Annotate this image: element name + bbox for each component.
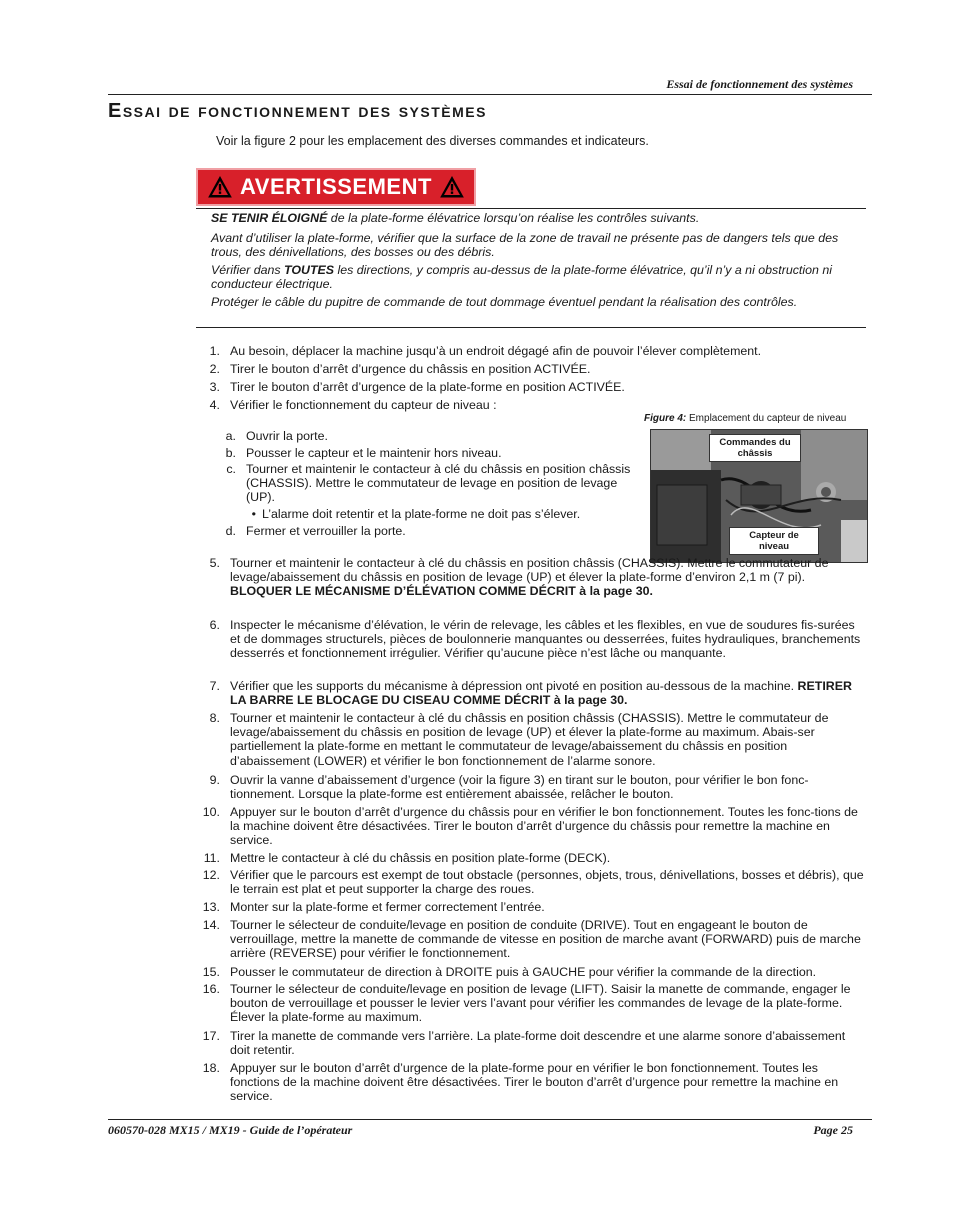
footer-doc-id: 060570-028 MX15 / MX19 - Guide de l’opérateur — [108, 1123, 353, 1137]
page-number: Page 25 — [813, 1123, 853, 1137]
callout-level-sensor: Capteur de niveau — [729, 527, 819, 555]
warning-label: AVERTISSEMENT — [240, 174, 432, 199]
warning-top-rule — [196, 208, 866, 209]
procedure-list: 1. Au besoin, déplacer la machine jusqu’à un endroit dégagé afin de pouvoir l’élever complètement. 2. Tirer le bouton d’arrêt d’urgence du châssis en position ACTIVÉE. 3. Tirer le bouton d’arrêt d’urgence de la plate-forme en position ACTIVÉE. 4. Vérifier le fonctionnement du capteur de niveau : a. Ouvrir la porte. b. Pousser le capteur et le maintenir hors niveau. c. Tourner et maintenir le contacteur à clé du châssis en position châssis (CHASSIS). Mettre le commutateur de levage en position de levage (UP). • L’alarme doit retentir et la plate-forme ne doit pas s’élever. d. Fermer et verrouiller la porte. 5. Tourner et maintenir le contacteur à clé du châssis en position châssis (CHASSIS). Mettre le commutateur de levage/abaissement du châssis en position de levage (UP) et élever la plate-forme d’environ 2,1 m (7 pi). BLOQUER LE MÉCANISME D’ÉLÉVATION COMME DÉCRIT à la page 30. 6. Inspecter le mécanisme d’élévation, le vérin de relevage, les câbles et les flexibles, en vue de soudures fis-surées et de dommages structurels, pièces de boulonnerie manquantes ou desserrées, fuites hydrauliques, branchements desserrés et fonctionnement irrégulier. Vérifier qu’aucune pièce n’est lâche ou manquante. 7. Vérifier que les supports du mécanisme à dépression ont pivoté en position au-dessous de la machine. RETIRER LA BARRE LE BLOCAGE DU CISEAU COMME DÉCRIT à la page 30. 8. Tourner et maintenir le contacteur à clé du châssis en position châssis (CHASSIS). Mettre le commutateur de levage/abaissement du châssis en position de levage (UP) et élever la plate-forme au maximum. Abais-ser partiellement la plate-forme en mettant le commutateur de levage/abaissement du châssis en position d’abaissement (LOWER) et vérifier le bon fonctionnement de l’alarme sonore. 9. Ouvrir la vanne d’abaissement d’urgence (voir la figure 3) en tirant sur le bouton, pour vérifier le bon fonc-tionnement. Lorsque la plate-forme est entièrement abaissée, relâcher le bouton. 10. Appuyer sur le bouton d’arrêt d’urgence du châssis pour en vérifier le bon fonctionnement. Toutes les fonc-tions de la machine doivent être désactivées. Tirer le bouton d’arrêt d’urgence du châssis pour remettre la machine en service. 11. Mettre le contacteur à clé du châssis en position plate-forme (DECK). 12. Vérifier que le parcours est exempt de tout obstacle (personnes, objets, trous, dénivellations, bosses et débris), que le terrain est plat et peut supporter la charge des roues. 13. Monter sur la plate-forme et fermer correctement l’entrée. 14. Tourner le sélecteur de conduite/levage en position de conduite (DRIVE). Tout en engageant le bouton de verrouillage, mettre la manette de commande de vitesse en position de marche avant (FORWARD) puis de marche arrière (REVERSE) pour vérifier le fonctionnement. 15. Pousser le commutateur de direction à DROITE puis à GAUCHE pour vérifier la commande de la direction. 16. Tourner le sélecteur de conduite/levage en position de levage (LIFT). Saisir la manette de commande, engager le bouton de verrouillage et pousser le levier vers l’avant pour vérifier les commandes de levage de la plate-forme. Élever la plate-forme au maximum. 17. Tirer la manette de commande vers l’arrière. La plate-forme doit descendre et une alarme sonore d’abaissement doit retentir. 18. Appuyer sur le bouton d’arrêt d’urgence de la plate-forme pour en vérifier le bon fonctionnement. Toutes les fonctions de la machine doivent être désactivées. Tirer le bouton d’arrêt d’urgence pour remettre la machine en service. — [196, 344, 868, 1114]
warning-triangle-icon — [208, 176, 232, 198]
warning-paragraph: Vérifier dans TOUTES les directions, y compris au-dessus de la plate-forme élévatrice, qu’il n’y a ni obstruction ni conducteur électrique. — [211, 263, 832, 291]
warning-body — [211, 211, 871, 313]
warning-paragraph: Avant d’utiliser la plate-forme, vérifier que la surface de la zone de travail ne présente pas de dangers tels que des trous, des dénivellations, des bosses ou des débris. — [211, 231, 839, 259]
section-intro: Voir la figure 2 pour les emplacement des diverses commandes et indicateurs. — [216, 134, 649, 148]
warning-banner — [196, 168, 476, 206]
list-item-text: Tourner et maintenir le contacteur à clé du châssis en position châssis (CHASSIS). Mettre le commutateur de levage/abaissement du châssis en position de levage (UP) et élever la plate-forme d’environ 2,1 m (7 pi). BLOQUER LE MÉCANISME D’ÉLÉVATION COMME DÉCRIT à la page 30. — [230, 556, 829, 599]
section-title: Essai de fonctionnement des systèmes — [108, 100, 487, 122]
callout-chassis-controls: Commandes du châssis — [709, 434, 801, 462]
list-item-text: Vérifier que les supports du mécanisme à dépression ont pivoté en position au-dessous de la machine. RETIRER LA BARRE LE BLOCAGE DU CISEAU COMME DÉCRIT à la page 30. — [230, 679, 852, 708]
header-rule — [108, 94, 872, 95]
warning-paragraph: SE TENIR ÉLOIGNÉ de la plate-forme élévatrice lorsqu’on réalise les contrôles suivants. — [211, 211, 700, 225]
footer-rule — [108, 1119, 872, 1120]
running-header: Essai de fonctionnement des systèmes — [666, 77, 853, 91]
warning-paragraph: Protéger le câble du pupitre de commande de tout dommage éventuel pendant la réalisation des contrôles. — [211, 295, 798, 309]
warning-triangle-icon — [440, 176, 464, 198]
warning-bottom-rule — [196, 327, 866, 328]
figure-caption: Figure 4: Emplacement du capteur de niveau — [644, 413, 847, 424]
